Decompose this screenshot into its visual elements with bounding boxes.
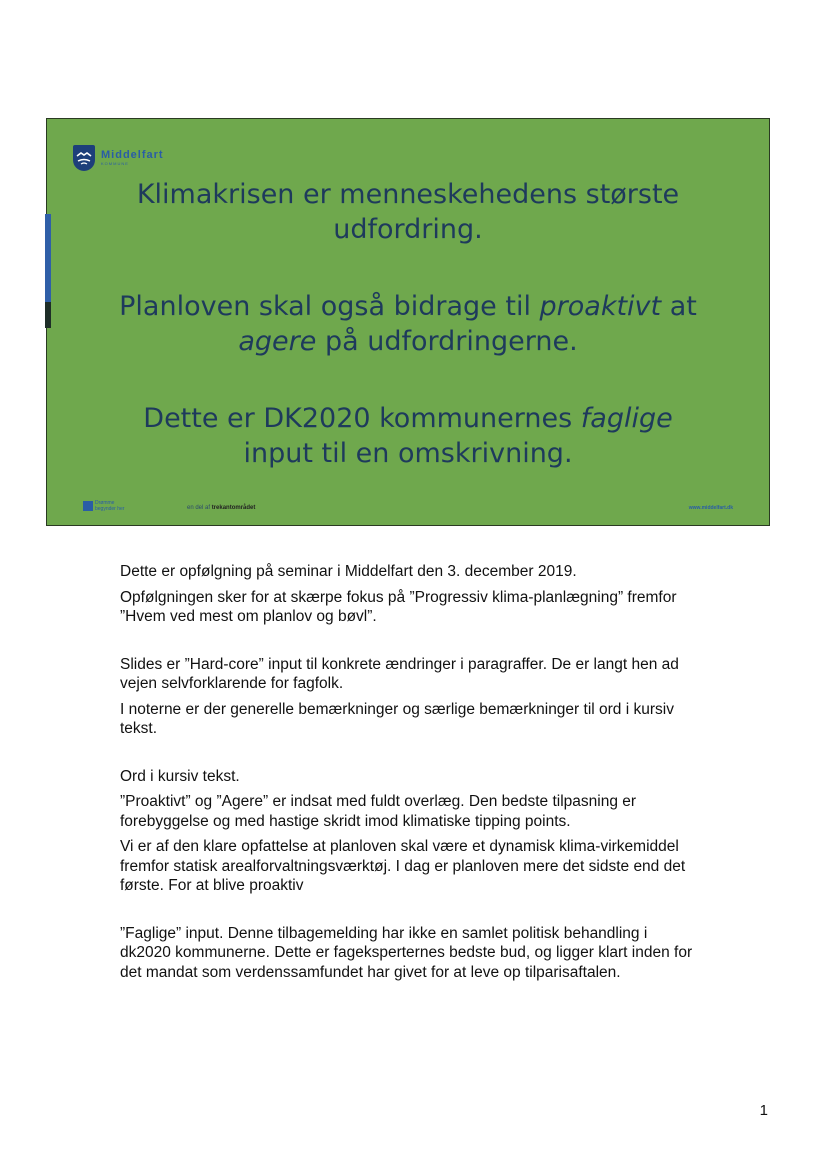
note-paragraph: Vi er af den klare opfattelse at planloven skal være et dynamisk klima-virkemiddel fremfor statisk arealforvaltningsværktøj. I dag er planloven mere det sidste end det første. For at blive proaktiv [120, 838, 686, 894]
slide-heading-3 [67, 401, 749, 471]
footer-tagline-2: begynder her [95, 506, 125, 512]
note-paragraph: Slides er ”Hard-core” input til konkrete ændringer i paragraffer. De er langt hen ad vejen selvforklarende for fagfolk. [120, 655, 679, 692]
note-paragraph: I noterne er der generelle bemærkninger og særlige bemærkninger til ord i kursiv tekst. [120, 700, 674, 737]
slide-line-2: udfordring. [333, 214, 483, 245]
slide-footer-url: www.middelfart.dk [688, 505, 733, 511]
logo-name: Middelfart [101, 149, 164, 161]
slide-line-1: Klimakrisen er menneskehedens største [136, 179, 680, 210]
note-paragraph: Opfølgningen sker for at skærpe fokus på ”Progressiv klima-planlægning” fremfor ”Hvem ved mest om planlov og bøvl”. [120, 588, 677, 625]
note-paragraph: Dette er opfølgning på seminar i Middelfart den 3. december 2019. [120, 563, 577, 580]
slide-footer-text: en del af trekantområdet [187, 505, 256, 511]
slide-image [46, 118, 770, 526]
accent-bar-blue [45, 214, 51, 302]
slide-notes [120, 562, 700, 982]
footer-tagline-1: Drømme [95, 500, 115, 506]
slide-footer-logo [83, 500, 124, 512]
accent-bar-dark [45, 302, 51, 328]
slide-heading-1 [67, 177, 749, 247]
page-number: 1 [759, 1102, 768, 1119]
slide-line-4: agere på udfordringerne. [238, 326, 578, 357]
coat-of-arms-icon [73, 145, 95, 171]
footer-logo-icon [83, 501, 93, 511]
note-paragraph: Ord i kursiv tekst. [120, 767, 240, 785]
slide-line-6: input til en omskrivning. [243, 438, 573, 469]
slide-heading-2 [67, 289, 749, 359]
middelfart-logo [73, 145, 164, 171]
logo-subtitle: KOMMUNE [101, 161, 129, 166]
slide-line-3: Planloven skal også bidrage til proaktivt at [119, 291, 697, 322]
note-paragraph: ”Proaktivt” og ”Agere” er indsat med fuldt overlæg. Den bedste tilpasning er forebyggelse og med hastige skridt imod klimatiske tipping points. [120, 793, 637, 830]
note-paragraph: ”Faglige” input. Denne tilbagemelding har ikke en samlet politisk behandling i dk2020 kommunerne. Dette er fageksperternes bedste bud, og ligger klart inden for det mandat som verdenssamfundet har givet for at leve op tilparisaftalen. [120, 924, 693, 981]
slide-line-5: Dette er DK2020 kommunernes faglige [143, 403, 673, 434]
